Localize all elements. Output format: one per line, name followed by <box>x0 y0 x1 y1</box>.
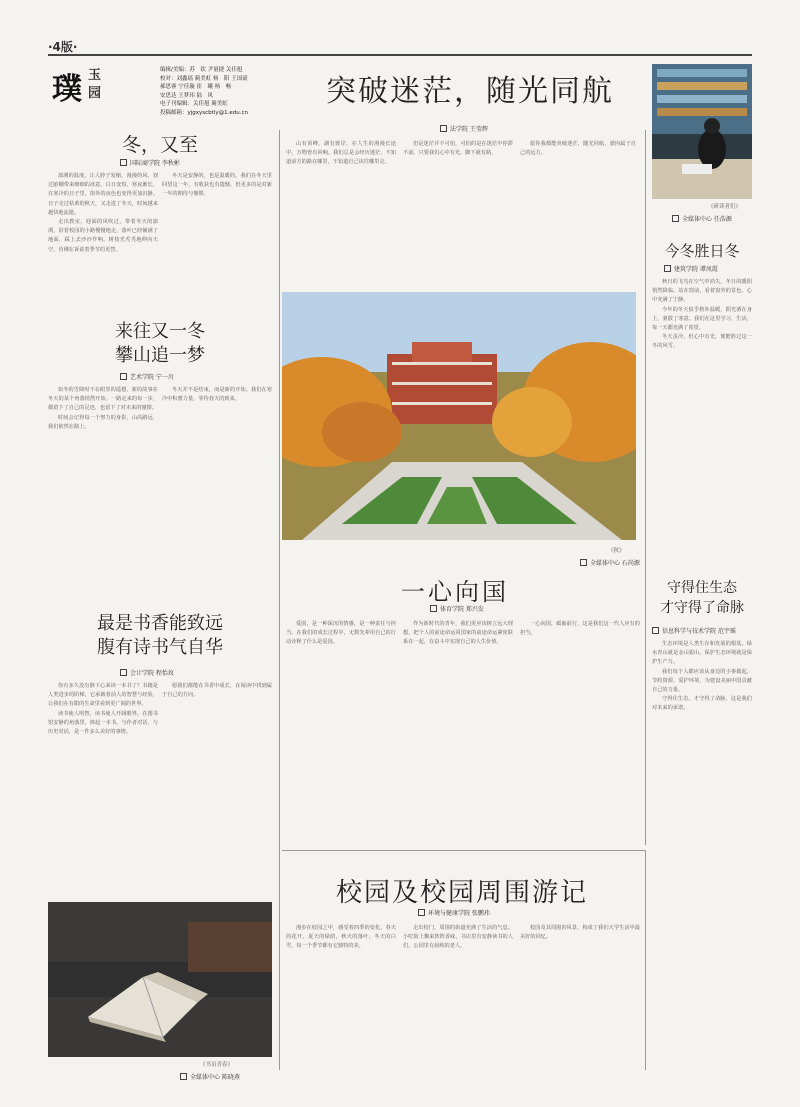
logo-sub-2: 园 <box>88 86 102 101</box>
section-divider <box>282 850 646 851</box>
column-divider <box>645 850 646 1070</box>
photo-title: 《研读者们》 <box>708 204 742 210</box>
photo-credit: 全媒体中心 石尚源 <box>580 558 640 567</box>
credit-line: 投稿邮箱：yjgxyscbtly@1.edu.cn <box>160 109 248 116</box>
article-title: 冬，又至 <box>121 134 198 156</box>
main-headline: 突破迷茫，随光同航 <box>326 74 614 109</box>
article-body: 山有顶峰，湖有彼岸，在人生的漫漫长途中，万物皆有回响。我们总是会经历迷茫，不知道前方的路在哪里，不知道自己该往哪里走。 <box>286 141 396 166</box>
credit-line: 校对：刘鑫瑶 蔺美虹 杨 阳 王国豪 <box>160 75 248 82</box>
credit-line: 编辑/美编：苏 钦 尹量捷 关佳旭 <box>160 67 243 73</box>
photo-title: 《秋》 <box>608 548 625 554</box>
article-body: 冬天是安静的，也是温暖的。我们在冬天里回望这一年，有收获也有遗憾，但更多的是对新一年的期待与憧憬。 <box>162 173 272 198</box>
article-body: 愿我们都能在书香中成长，在阅读中找到属于自己的方向。 <box>162 683 272 699</box>
editorial-credits <box>160 66 290 118</box>
study-photo-illustration <box>652 64 752 199</box>
column-divider <box>279 130 280 1070</box>
masthead-logo <box>52 64 112 112</box>
article-byline: 法学院 王莹辉 <box>440 124 488 133</box>
campus-photo <box>282 292 636 540</box>
article-body: 凛冽的温度，让人脖子发缩，漫漫的风，划过胎棚带来细细的冰意。白日变短，寒夜渐长，在寒冷的日子里，窗外的夜色也变得更加沉静。日子走过枯黄的秋天，又走进了冬天，时间越来越快地流逝。 走出教室，迎面的风吹过，带着冬天的凛冽。沿着校园的小路慢慢地走，落叶已经铺满了地面，踩上去沙沙作响。树枝光秃秃地伸向天空，仿佛在诉说着季节的更替。 <box>48 173 158 253</box>
credit-line: 安思达 王梦玮 陆 风 <box>160 92 213 99</box>
article-title: 今冬胜日冬 <box>664 242 740 260</box>
article-byline: 会计学院 程怡玫 <box>120 668 174 677</box>
article-byline: 建筑学院 谭凤霞 <box>664 264 718 273</box>
article-body: 作为新时代的青年，我们更应该树立远大理想，把个人的前途命运同国家的前途命运紧密联系在一起，在奋斗中实现自己的人生价值。 <box>403 621 513 646</box>
column-divider <box>645 130 646 845</box>
article-title: 校园及校园周围游记 <box>335 878 588 908</box>
article-body: 漫步在校园之中，感受着四季的变化。春天的花开，夏天的绿荫，秋天的落叶，冬天的白雪，每一个季节都有它独特的美。 <box>286 925 396 950</box>
article-byline: 艺术学院 宁一川 <box>120 372 174 381</box>
article-byline: 体育学院 郑兴发 <box>430 604 484 613</box>
article-body: 生态环境是人类生存和发展的根基。绿水青山就是金山银山，保护生态环境就是保护生产力。 我们每个人都应该从身边的小事做起，节约资源，爱护环境，为建设美丽中国贡献自己的力量。 守得住生态，才守得了命脉，这是我们对未来的承诺。 <box>652 641 752 712</box>
article-body: 但是迷茫并不可怕，可怕的是在迷茫中停滞不前。只要我们心中有光，脚下就有路。 <box>403 141 513 157</box>
header-rule <box>48 54 752 56</box>
article-body: 你有多久没有静下心来读一本书了？书籍是人类进步的阶梯，它承载着前人的智慧与经验，让我们在有限的生命里看到更广阔的世界。 读书使人明智，读书使人开阔眼界。在图书馆安静的角落里，捧起一本书，与作者对话，与历史对话，是一件多么美好的事情。 <box>48 683 158 736</box>
photo-credit: 全媒体中心 陈晓燕 <box>180 1072 240 1081</box>
article-byline: 环境与健康学院 张鹏玮 <box>418 908 490 917</box>
article-body: 校园及其周围的风景，构成了我们大学生活中最美好的回忆。 <box>520 925 640 941</box>
book-photo <box>48 902 272 1057</box>
article-body: 冬天并不是结束，而是新的开始。我们在寒冷中积蓄力量，等待春天的到来。 <box>162 387 272 403</box>
article-body: 秋日的飞鸟在空气中消失，冬日的暖阳悄然降临。站在窗前，看着窗外的景色，心中充满了宁静。 今年的冬天似乎格外温暖，阳光洒在身上，驱散了寒意。我们在这里学习、生活，每一天都充满了希望。 冬天虽冷，但心中有光，便能胜过这一冬的风雪。 <box>652 279 752 350</box>
article-byline: 信息科学与技术学院 范宇瑶 <box>652 626 736 635</box>
book-photo-illustration <box>48 902 272 1057</box>
article-title: 一心向国 <box>401 578 509 606</box>
credit-line: 郝思睿 宁佳璇 崔 曦 杨 畅 <box>160 84 232 91</box>
campus-photo-illustration <box>282 292 636 540</box>
logo-sub-1: 玉 <box>88 68 102 83</box>
study-photo <box>652 64 752 199</box>
article-body: 如冬的雪降时不在眼里的遥想，新的故事在冬天的某个角落悄然开始。一路走来的每一步，都留下了自己的足迹，也留下了对未来的憧憬。 时间会记得每一个努力的身影，山高路远，我们依然在路上。 <box>48 387 158 430</box>
credit-line: 电子刊编辑：关佳旭 蔺美虹 <box>160 101 228 108</box>
article-body: 愿你我都能突破迷茫，随光同航，驶向属于自己的远方。 <box>520 141 636 157</box>
article-byline: 国际商学院 李秋彬 <box>120 158 180 167</box>
photo-credit: 全媒体中心 任浩源 <box>672 214 732 223</box>
article-body: 走出校门，周围的街道充满了生活的气息。小吃街上飘来阵阵香味，书店里有安静读书的人们，公园里有晨练的老人。 <box>403 925 513 950</box>
article-body: 一心向国，砥砺前行，这是我们这一代人应有的担当。 <box>520 621 640 637</box>
logo-main: 璞 <box>52 72 82 107</box>
article-body: 爱国，是一种深沉的情感，是一种责任与担当。在我们的成长过程中，无数先辈用自己的行动诠释了什么是爱国。 <box>286 621 396 646</box>
edition-label: ·4版· <box>48 40 78 54</box>
article-title: 最是书香能致远 腹有诗书气自华 <box>97 613 223 658</box>
article-title: 来往又一冬 攀山追一梦 <box>115 321 205 366</box>
photo-title: 《书页青春》 <box>200 1062 234 1068</box>
article-title: 守得住生态 才守得了命脉 <box>660 580 744 616</box>
